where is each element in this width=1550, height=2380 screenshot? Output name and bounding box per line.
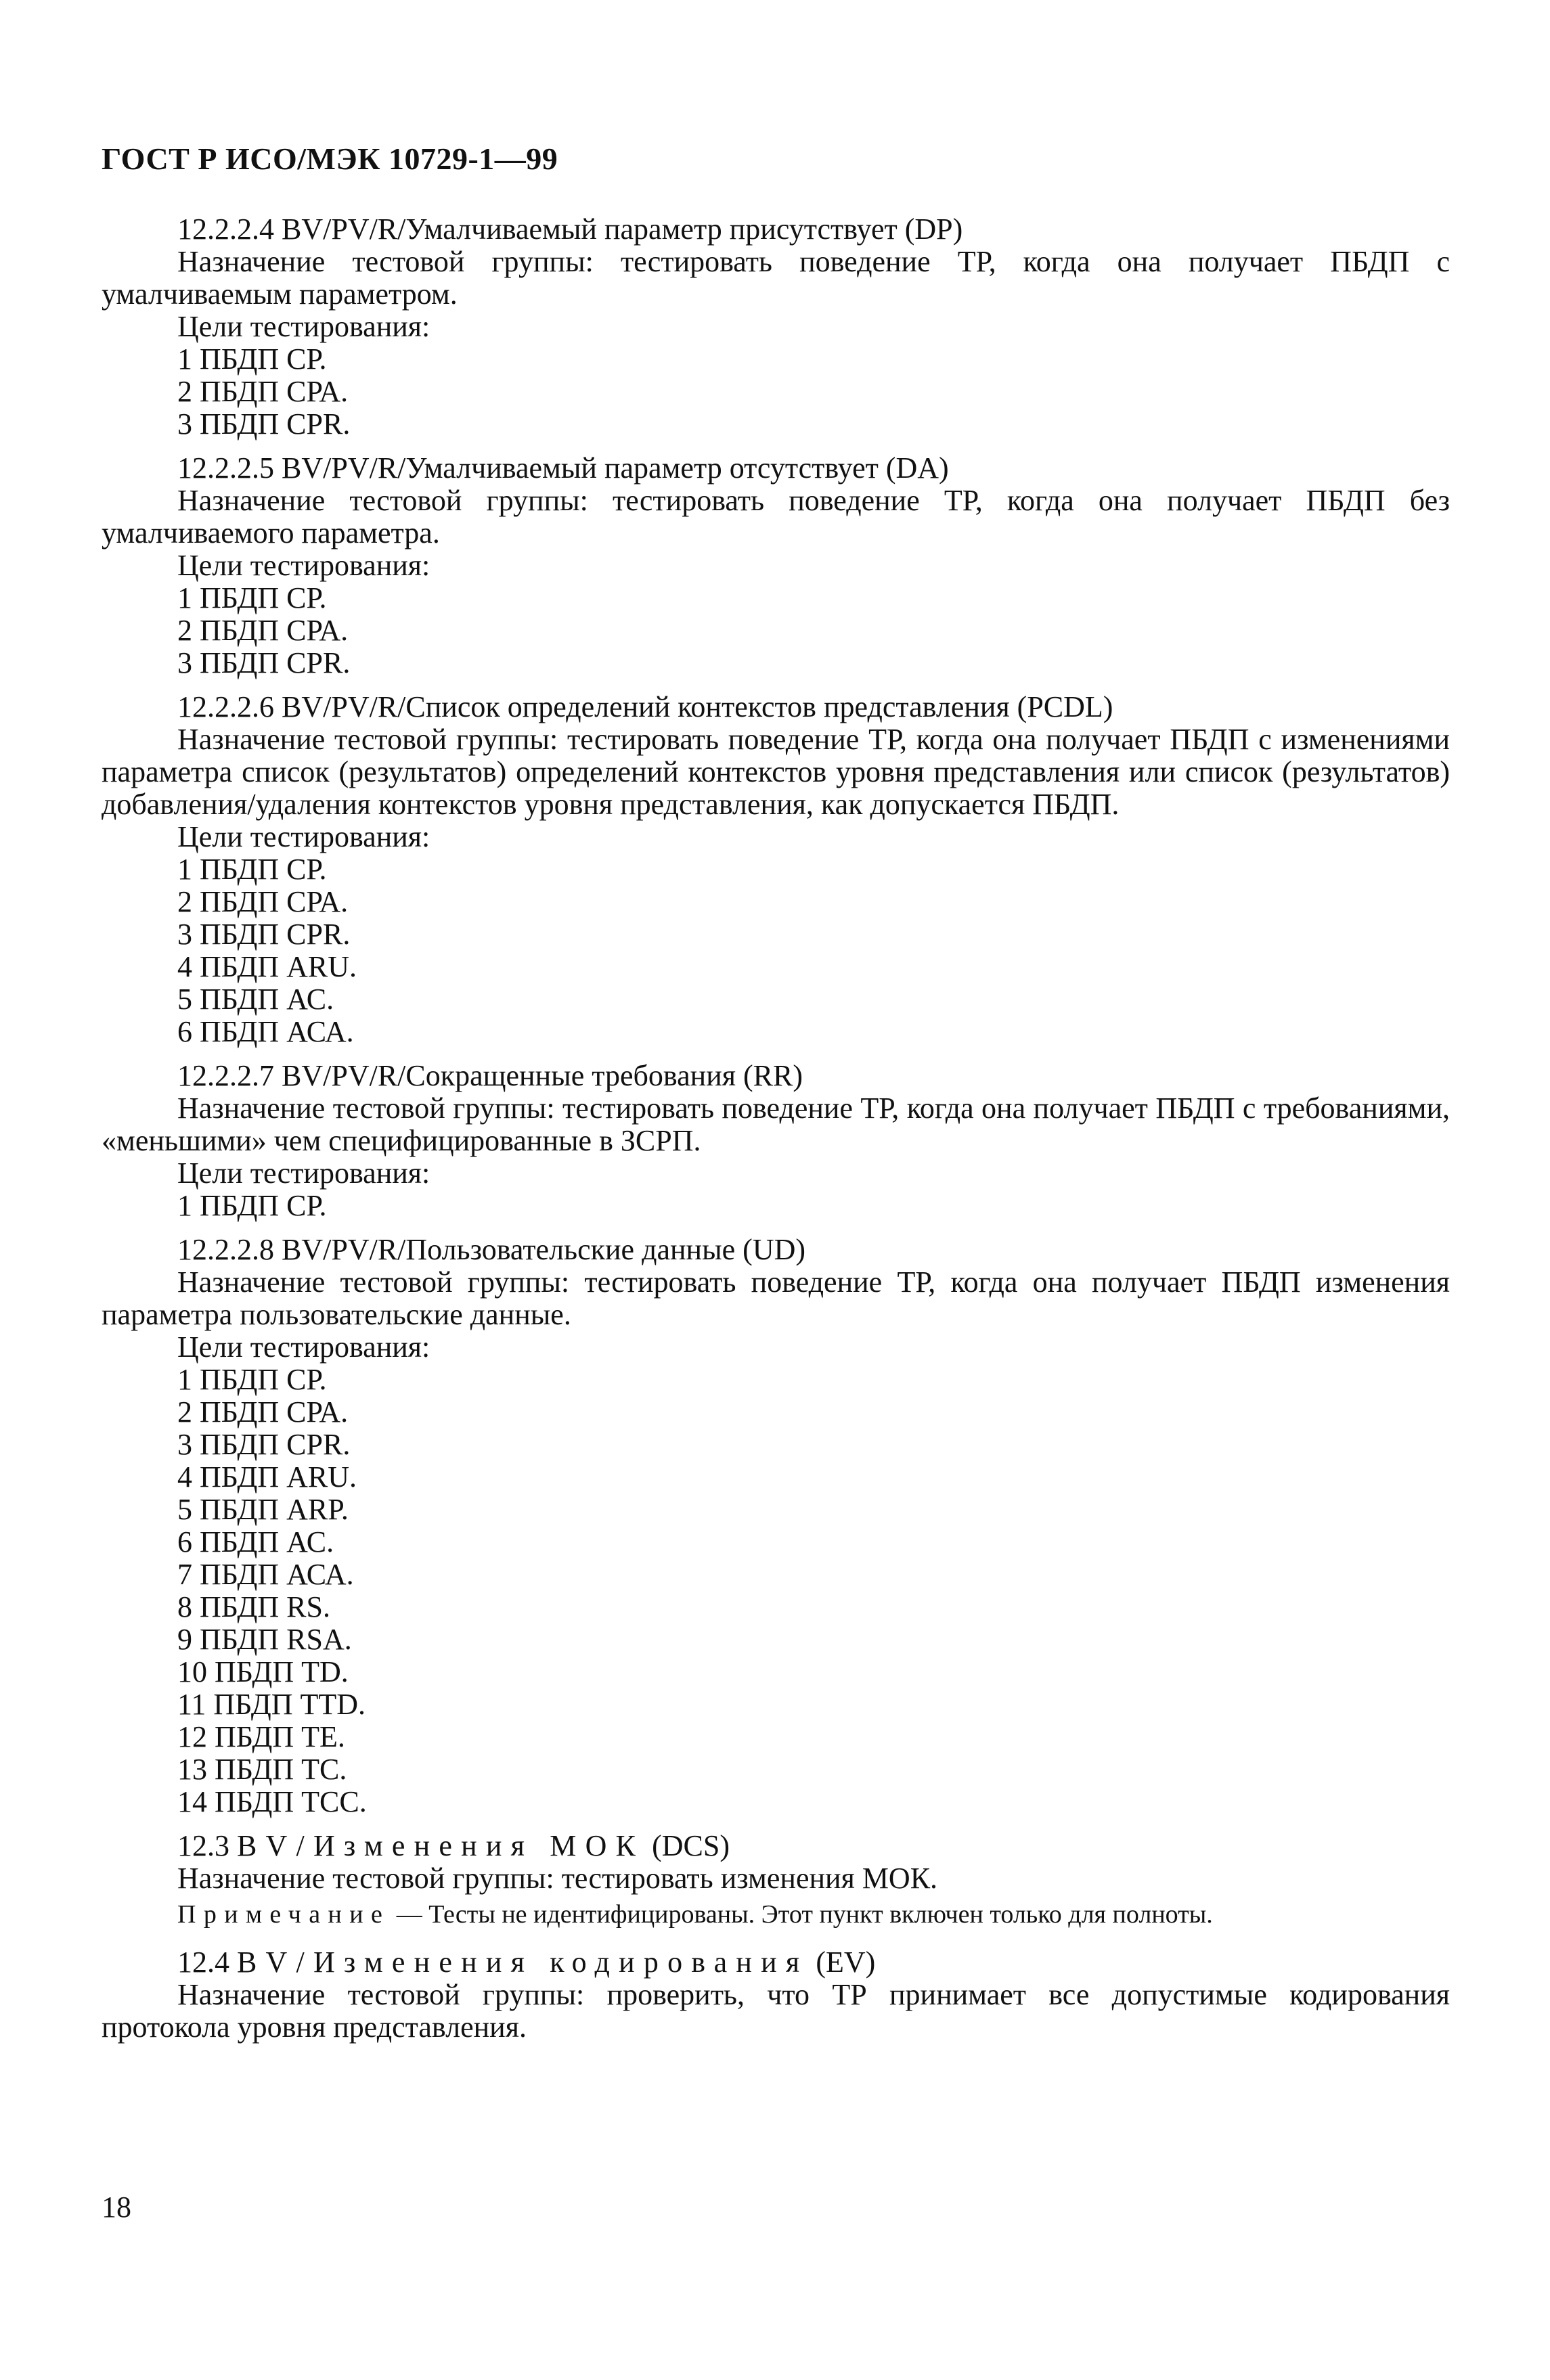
- list-item: 9 ПБДП RSA.: [177, 1623, 352, 1656]
- objectives-label: Цели тестирования:: [177, 1157, 430, 1190]
- page-number: 18: [102, 2191, 131, 2224]
- section-number: 12.2.2.6: [177, 690, 274, 723]
- section-title: BV/Изменения кодирования: [237, 1946, 809, 1979]
- purpose-label: Назначение тестовой группы:: [177, 1862, 554, 1895]
- section-12-2-2-8: [102, 1234, 1450, 1818]
- list-item: 1 ПБДП СР.: [177, 342, 327, 376]
- section-title: BV/PV/R/Умалчиваемый параметр отсутствует (DA): [282, 451, 949, 485]
- objectives-label: Цели тестирования:: [177, 310, 430, 343]
- section-number: 12.4: [177, 1946, 229, 1979]
- section-number: 12.2.2.5: [177, 451, 274, 485]
- section-title: BV/PV/R/Умалчиваемый параметр присутствует (DP): [282, 212, 963, 246]
- section-heading: [102, 1830, 1450, 1862]
- purpose-label: Назначение тестовой группы:: [177, 484, 588, 517]
- list-item: 10 ПБДП TD.: [177, 1655, 349, 1688]
- list-item: 14 ПБДП ТСС.: [177, 1785, 367, 1818]
- note-paragraph: [102, 1899, 1450, 1930]
- list-item: 3 ПБДП CPR.: [177, 918, 351, 951]
- section-title: BV/Изменения МОК: [237, 1829, 645, 1862]
- list-item: 4 ПБДП ARU.: [177, 1460, 357, 1494]
- purpose-paragraph: [102, 723, 1450, 821]
- purpose-paragraph: [102, 1979, 1450, 2044]
- purpose-paragraph: [102, 485, 1450, 549]
- list-item: 2 ПБДП СРА.: [177, 885, 349, 918]
- section-heading: [102, 691, 1450, 723]
- purpose-text: тестировать поведение ТР, когда она получает ПБДП без умалчиваемого параметра.: [102, 484, 1451, 549]
- purpose-label: Назначение тестовой группы:: [177, 723, 558, 756]
- list-item: 6 ПБДП АСА.: [177, 1015, 354, 1048]
- list-item: 1 ПБДП СР.: [177, 853, 327, 886]
- purpose-label: Назначение тестовой группы:: [177, 1092, 555, 1125]
- list-item: 11 ПБДП TTD.: [177, 1688, 366, 1721]
- purpose-text: тестировать поведение ТР, когда она получает ПБДП с изменениями параметра список (результатов) определений контекстов уровня представления или список (результатов) добавления/удаления контекстов уровня представления, как допускается ПБДП.: [102, 723, 1451, 821]
- list-item: 2 ПБДП СРА.: [177, 375, 349, 408]
- section-title: BV/PV/R/Пользовательские данные (UD): [282, 1233, 806, 1266]
- section-title: BV/PV/R/Сокращенные требования (RR): [282, 1059, 803, 1092]
- purpose-paragraph: [102, 1266, 1450, 1331]
- section-number: 12.2.2.8: [177, 1233, 274, 1266]
- list-item: 2 ПБДП СРА.: [177, 614, 349, 647]
- section-heading: [102, 1946, 1450, 1979]
- list-item: 3 ПБДП CPR.: [177, 1428, 351, 1461]
- list-item: 5 ПБДП АС.: [177, 983, 334, 1016]
- list-item: 13 ПБДП ТС.: [177, 1753, 347, 1786]
- purpose-label: Назначение тестовой группы:: [177, 1265, 570, 1299]
- section-code: (DCS): [652, 1829, 730, 1862]
- purpose-paragraph: [102, 1862, 1450, 1895]
- section-12-3: [102, 1830, 1450, 1895]
- section-12-2-2-5: [102, 452, 1450, 679]
- section-heading: [102, 213, 1450, 246]
- purpose-text: тестировать поведение ТР, когда она получает ПБДП с требованиями, «меньшими» чем специфицированные в ЗСРП.: [102, 1092, 1450, 1157]
- list-item: 7 ПБДП АСА.: [177, 1558, 354, 1591]
- list-item: 3 ПБДП CPR.: [177, 646, 351, 679]
- section-12-4: [102, 1946, 1450, 2044]
- section-number: 12.2.2.4: [177, 212, 274, 246]
- list-item: 8 ПБДП RS.: [177, 1590, 330, 1623]
- purpose-text: проверить, что ТР принимает все допустимые кодирования протокола уровня представления.: [102, 1978, 1451, 2044]
- purpose-paragraph: [102, 1092, 1450, 1157]
- purpose-text: тестировать поведение ТР, когда она получает ПБДП с умалчиваемым параметром.: [102, 245, 1451, 311]
- section-heading: [102, 452, 1450, 485]
- list-item: 1 ПБДП СР.: [177, 1189, 327, 1222]
- list-item: 12 ПБДП ТЕ.: [177, 1720, 345, 1753]
- section-12-2-2-6: [102, 691, 1450, 1048]
- note-text: — Тесты не идентифицированы. Этот пункт включен только для полноты.: [396, 1900, 1213, 1929]
- section-heading: [102, 1060, 1450, 1092]
- section-12-2-2-7: [102, 1060, 1450, 1222]
- list-item: 1 ПБДП СР.: [177, 581, 327, 614]
- list-item: 4 ПБДП ARU.: [177, 950, 357, 983]
- list-item: 2 ПБДП СРА.: [177, 1395, 349, 1429]
- purpose-text: тестировать изменения МОК.: [561, 1862, 938, 1895]
- document-header: ГОСТ Р ИСО/МЭК 10729-1—99: [102, 141, 558, 176]
- purpose-text: тестировать поведение ТР, когда она получает ПБДП изменения параметра пользовательские данные.: [102, 1265, 1451, 1331]
- list-item: 3 ПБДП CPR.: [177, 407, 351, 441]
- objectives-label: Цели тестирования:: [177, 820, 430, 853]
- list-item: 5 ПБДП ARP.: [177, 1493, 349, 1526]
- purpose-label: Назначение тестовой группы:: [177, 1978, 585, 2011]
- section-title: BV/PV/R/Список определений контекстов представления (PCDL): [282, 690, 1113, 723]
- objectives-label: Цели тестирования:: [177, 549, 430, 582]
- section-code: (EV): [816, 1946, 876, 1979]
- list-item: 6 ПБДП АС.: [177, 1525, 334, 1558]
- purpose-paragraph: [102, 246, 1450, 311]
- section-number: 12.3: [177, 1829, 229, 1862]
- section-number: 12.2.2.7: [177, 1059, 274, 1092]
- page-content: [102, 213, 1450, 2055]
- list-item: 1 ПБДП СР.: [177, 1363, 327, 1396]
- note-label: Примечание: [177, 1900, 391, 1929]
- section-12-2-2-4: [102, 213, 1450, 441]
- purpose-label: Назначение тестовой группы:: [177, 245, 594, 278]
- objectives-label: Цели тестирования:: [177, 1330, 430, 1364]
- section-heading: [102, 1234, 1450, 1266]
